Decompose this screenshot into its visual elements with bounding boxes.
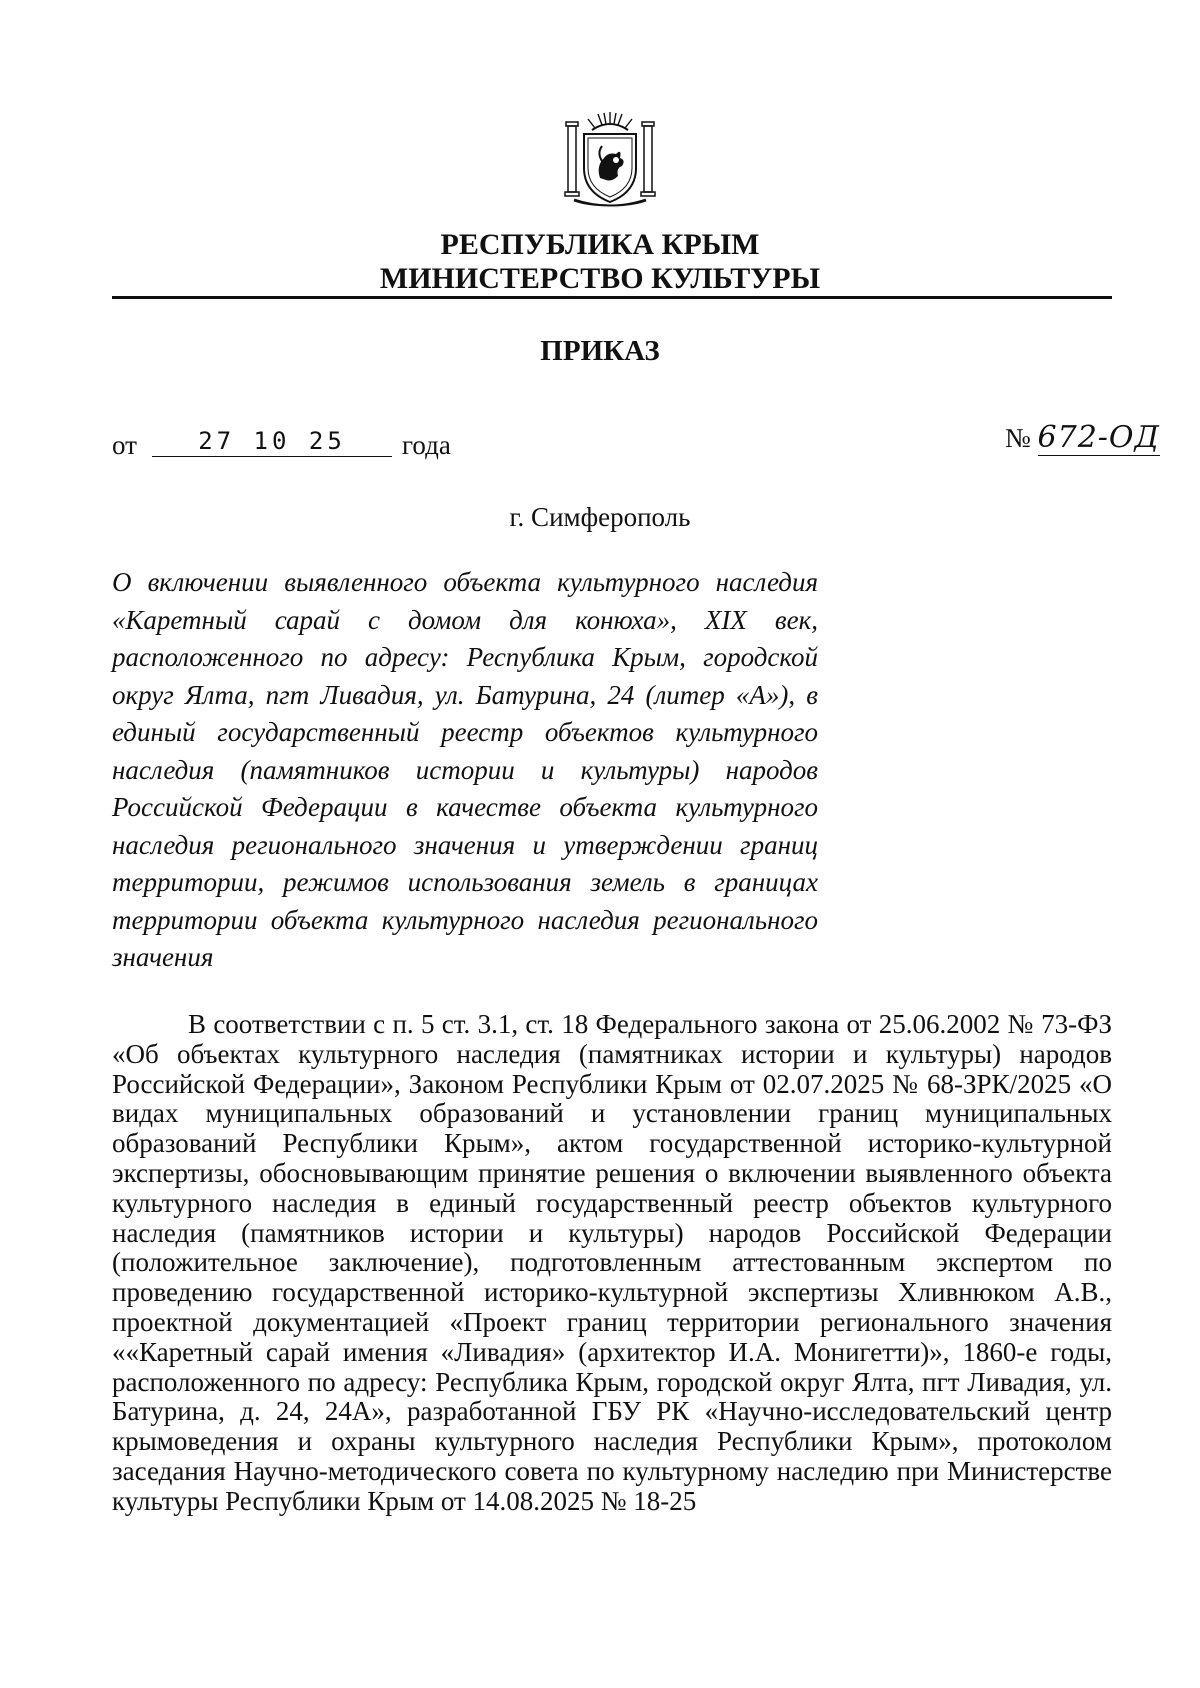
header-divider (112, 296, 1112, 299)
date-prefix: от (112, 430, 137, 460)
org-name-ministry: МИНИСТЕРСТВО КУЛЬТУРЫ (379, 262, 821, 295)
date-value: 27 10 25 (152, 424, 392, 457)
city-line: г. Симферополь (509, 502, 691, 532)
org-name-republic: РЕСПУБЛИКА КРЫМ (440, 228, 760, 261)
document-number (1005, 418, 1160, 458)
order-subject: О включении выявленного объекта культурного наследия «Каретный сарай с домом для конюха», XIX век, расположенного по адресу: Республика Крым, городской округ Ялта, пгт Ливадия, ул. Батурина, 24 (литер «А»), в единый государственный реестр объектов культурного наследия (памятников истории и культуры) народов Российской Федерации в качестве объекта культурного наследия регионального значения и утверждении границ территории, режимов использования земель в границах территории объекта культурного наследия регионального значения (112, 567, 818, 972)
document-type: ПРИКАЗ (540, 335, 660, 367)
crimea-coat-of-arms-icon (560, 108, 660, 212)
date-suffix: года (402, 430, 451, 460)
order-preamble: В соответствии с п. 5 ст. 3.1, ст. 18 Федерального закона от 25.06.2002 № 73-ФЗ «Об объектах культурного наследия (памятниках истории и культуры) народов Российской Федерации», Законом Республики Крым от 02.07.2025 № 68-ЗРК/2025 «О видах муниципальных образований и установлении границ муниципальных образований Республики Крым», актом государственной историко-культурной экспертизы, обосновывающим принятие решения о включении выявленного объекта культурного наследия в единый государственный реестр объектов культурного наследия (памятников истории и культуры) народов Российской Федерации (положительное заключение), подготовленным аттестованным экспертом по проведению государственной историко-культурной экспертизы Хливнюком А.В., проектной документацией «Проект границ территории регионального значения ««Каретный сарай имения «Ливадия» (архитектор И.А. Монигетти)», 1860-е годы, расположенного по адресу: Республика Крым, городской округ Ялта, пгт Ливадия, ул. Батурина, д. 24, 24А», разработанной ГБУ РК «Научно-исследовательский центр крымоведения и охраны культурного наследия Республики Крым», протоколом заседания Научно-методического совета по культурному наследию при Министерстве культуры Республики Крым от 14.08.2025 № 18-25 (112, 1009, 1112, 1516)
number-value: 672-ОД (1037, 420, 1160, 455)
number-prefix: № (1005, 423, 1031, 453)
